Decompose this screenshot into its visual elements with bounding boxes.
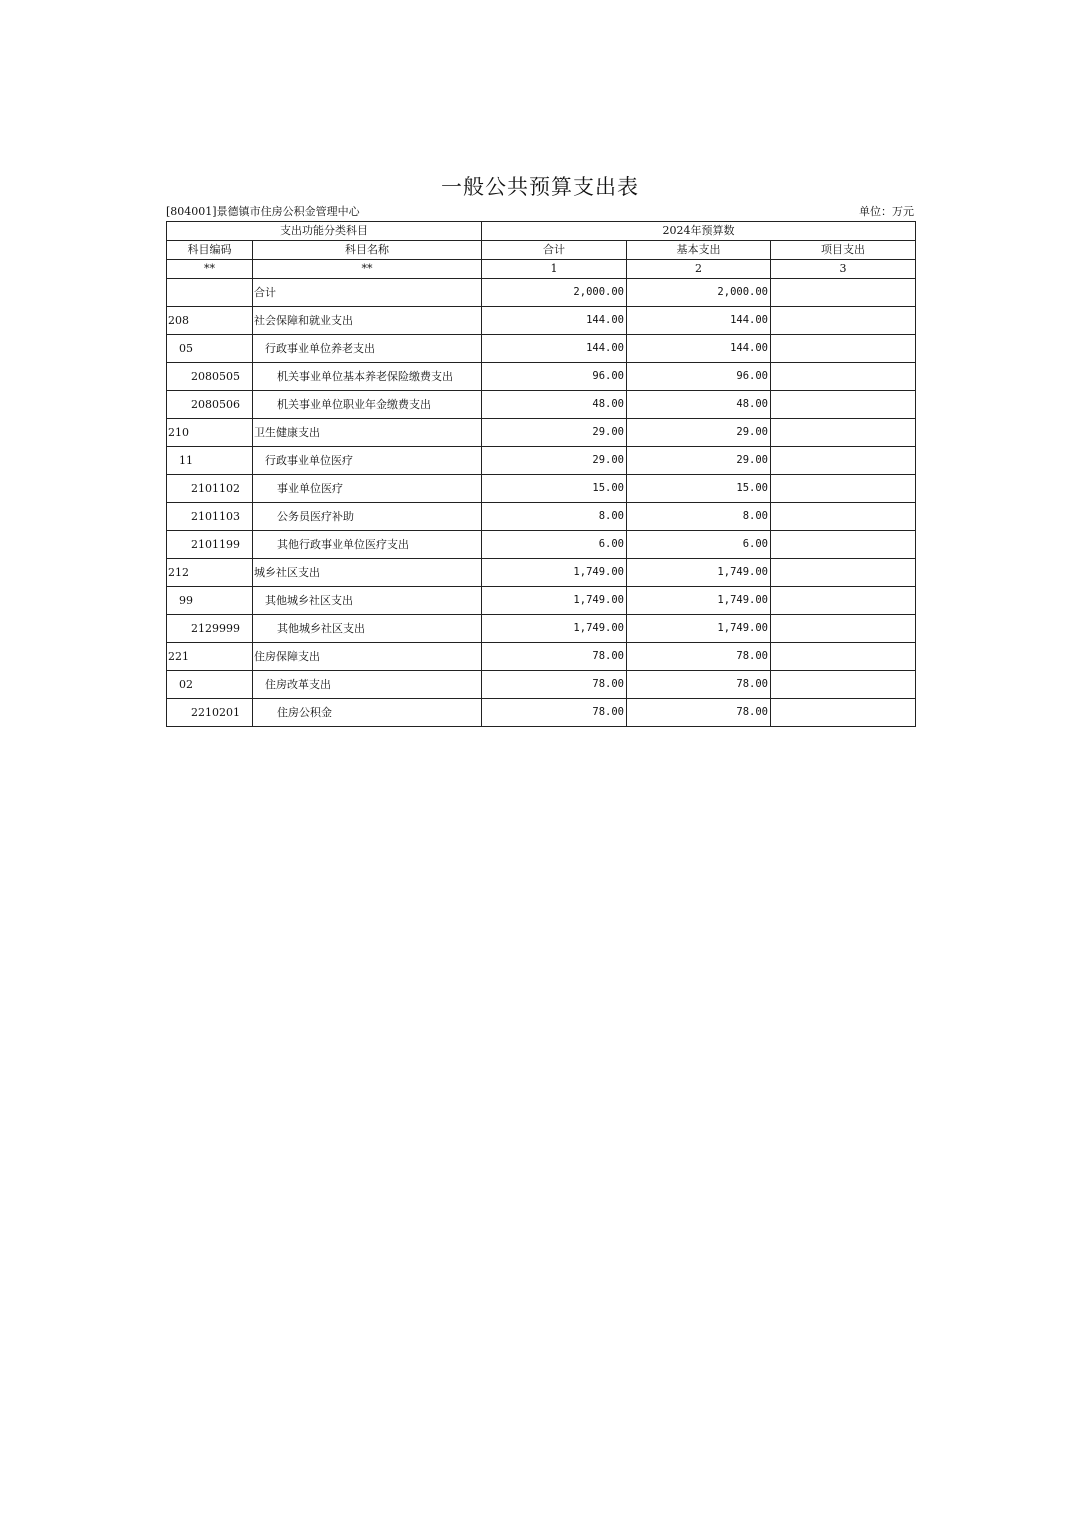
table-row [167, 671, 916, 699]
header-group-row [167, 222, 916, 241]
row-name: 机关事业单位职业年金缴费支出 [253, 391, 482, 419]
table-row [167, 419, 916, 447]
table-row [167, 307, 916, 335]
row-name: 住房公积金 [253, 699, 482, 727]
row-code: 2101199 [167, 531, 253, 559]
row-project [771, 279, 916, 307]
row-basic: 144.00 [627, 307, 771, 335]
row-code: 2080506 [167, 391, 253, 419]
index-project: 3 [771, 260, 916, 279]
row-project [771, 447, 916, 475]
row-total: 144.00 [482, 335, 627, 363]
header-project: 项目支出 [771, 241, 916, 260]
page-title: 一般公共预算支出表 [441, 175, 639, 199]
budget-table [166, 221, 916, 727]
unit-label: 单位：万元 [859, 205, 914, 218]
row-project [771, 615, 916, 643]
row-project [771, 335, 916, 363]
row-project [771, 531, 916, 559]
row-name: 机关事业单位基本养老保险缴费支出 [253, 363, 482, 391]
header-code: 科目编码 [167, 241, 253, 260]
row-total: 1,749.00 [482, 559, 627, 587]
row-total: 78.00 [482, 643, 627, 671]
row-basic: 29.00 [627, 419, 771, 447]
index-code: ** [167, 260, 253, 279]
row-project [771, 699, 916, 727]
row-basic: 78.00 [627, 699, 771, 727]
row-code: 11 [167, 447, 253, 475]
table-row [167, 447, 916, 475]
row-code: 2101103 [167, 503, 253, 531]
row-basic: 96.00 [627, 363, 771, 391]
row-total: 6.00 [482, 531, 627, 559]
table-row [167, 391, 916, 419]
row-project [771, 671, 916, 699]
row-basic: 6.00 [627, 531, 771, 559]
row-basic: 1,749.00 [627, 559, 771, 587]
row-total: 78.00 [482, 671, 627, 699]
header-column-row [167, 241, 916, 260]
row-code: 2080505 [167, 363, 253, 391]
row-basic: 29.00 [627, 447, 771, 475]
row-total: 2,000.00 [482, 279, 627, 307]
row-basic: 144.00 [627, 335, 771, 363]
row-code: 2101102 [167, 475, 253, 503]
table-row [167, 503, 916, 531]
row-total: 29.00 [482, 419, 627, 447]
table-row [167, 615, 916, 643]
row-basic: 78.00 [627, 671, 771, 699]
row-code: 208 [167, 307, 253, 335]
table-row [167, 587, 916, 615]
row-code: 99 [167, 587, 253, 615]
row-name: 住房改革支出 [253, 671, 482, 699]
row-code [167, 279, 253, 307]
row-total: 1,749.00 [482, 615, 627, 643]
row-total: 1,749.00 [482, 587, 627, 615]
row-project [771, 391, 916, 419]
row-basic: 78.00 [627, 643, 771, 671]
row-total: 144.00 [482, 307, 627, 335]
row-basic: 2,000.00 [627, 279, 771, 307]
row-project [771, 363, 916, 391]
table-row [167, 559, 916, 587]
row-code: 2129999 [167, 615, 253, 643]
row-name: 其他城乡社区支出 [253, 615, 482, 643]
row-name: 合计 [253, 279, 482, 307]
row-code: 210 [167, 419, 253, 447]
row-name: 行政事业单位医疗 [253, 447, 482, 475]
table-row [167, 335, 916, 363]
row-name: 其他行政事业单位医疗支出 [253, 531, 482, 559]
table-row [167, 279, 916, 307]
row-code: 221 [167, 643, 253, 671]
row-basic: 1,749.00 [627, 587, 771, 615]
row-project [771, 307, 916, 335]
index-total: 1 [482, 260, 627, 279]
row-basic: 1,749.00 [627, 615, 771, 643]
table-row [167, 699, 916, 727]
header-function-classification: 支出功能分类科目 [167, 222, 482, 241]
header-index-row [167, 260, 916, 279]
row-name: 住房保障支出 [253, 643, 482, 671]
row-name: 行政事业单位养老支出 [253, 335, 482, 363]
row-total: 8.00 [482, 503, 627, 531]
row-name: 卫生健康支出 [253, 419, 482, 447]
header-basic: 基本支出 [627, 241, 771, 260]
index-basic: 2 [627, 260, 771, 279]
row-basic: 48.00 [627, 391, 771, 419]
row-name: 社会保障和就业支出 [253, 307, 482, 335]
row-project [771, 419, 916, 447]
table-row [167, 475, 916, 503]
row-code: 05 [167, 335, 253, 363]
row-total: 96.00 [482, 363, 627, 391]
header-name: 科目名称 [253, 241, 482, 260]
unit-organization: [804001]景德镇市住房公积金管理中心 [166, 205, 360, 218]
row-total: 48.00 [482, 391, 627, 419]
row-project [771, 643, 916, 671]
header-budget-year: 2024年预算数 [482, 222, 916, 241]
row-basic: 8.00 [627, 503, 771, 531]
table-row [167, 363, 916, 391]
row-code: 2210201 [167, 699, 253, 727]
row-project [771, 559, 916, 587]
header-total: 合计 [482, 241, 627, 260]
row-name: 公务员医疗补助 [253, 503, 482, 531]
row-code: 02 [167, 671, 253, 699]
row-total: 78.00 [482, 699, 627, 727]
table-body [167, 279, 916, 727]
row-name: 城乡社区支出 [253, 559, 482, 587]
table-row [167, 531, 916, 559]
index-name: ** [253, 260, 482, 279]
table-row [167, 643, 916, 671]
row-name: 其他城乡社区支出 [253, 587, 482, 615]
row-project [771, 587, 916, 615]
row-total: 15.00 [482, 475, 627, 503]
row-project [771, 475, 916, 503]
row-name: 事业单位医疗 [253, 475, 482, 503]
row-total: 29.00 [482, 447, 627, 475]
row-code: 212 [167, 559, 253, 587]
row-project [771, 503, 916, 531]
row-basic: 15.00 [627, 475, 771, 503]
